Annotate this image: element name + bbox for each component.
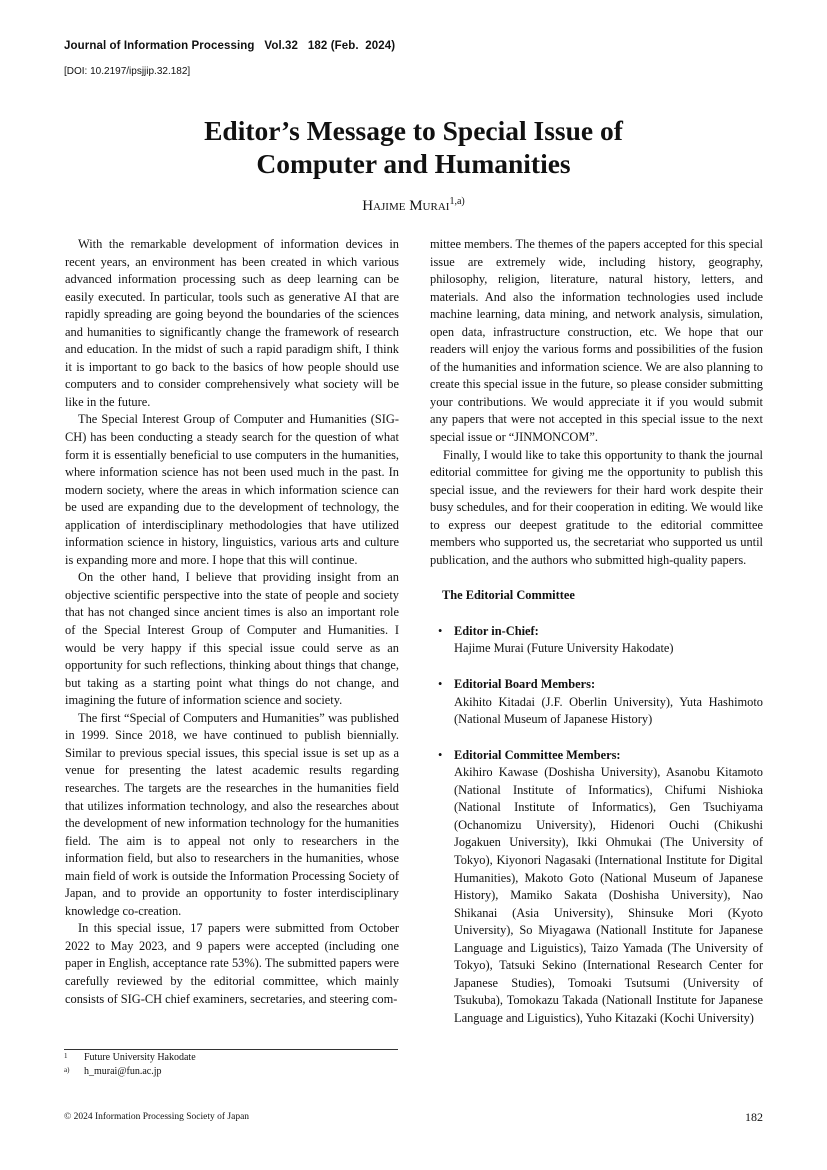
footnote-mark: 1: [64, 1052, 68, 1060]
left-column: [65, 236, 399, 1008]
editorial-committee-heading: The Editorial Committee: [442, 588, 575, 603]
committee-names: Hajime Murai (Future University Hakodate): [454, 641, 674, 656]
paragraph: The first “Special of Computers and Humanities” was published in 1999. Since 2018, we have continued to publish biennially. Similar to previous special issues, this special issue is set up as a venue for presenting the latest academic results regarding researches. The targets are the researches in the humanities field that utilizes information technology, and also the researches about the development of new information technology for the humanities field. The aim is to appeal not only to researchers in the information field, but also to researchers in the humanities, whose main field of work is outside the Information Processing Society of Japan, and to provide an opportunity to foster interdisciplinary knowledge co-creation.: [65, 710, 399, 918]
paper-title-line-1: Editor’s Message to Special Issue of: [204, 115, 623, 146]
paragraph: Finally, I would like to take this opportunity to thank the journal editorial committee for giving me the opportunity to publish this special issue, and the reviewers for their hard work despite their busy schedules, and for their cooperation in editing. We would like to express our deepest gratitude to the editorial committee members who supported us, the secretariat who supported us until publication, and the authors who submitted high-quality papers.: [430, 447, 763, 567]
paragraph: The Special Interest Group of Computer and Humanities (SIG-CH) has been conducting a steady search for the question of what form it is essentially beneficial to use computers in the humanities, where information science has not been used much in the past. In modern society, where the areas in which information science can be used are expanding due to the development of technology, the application of interdisciplinary methodologies that have utilized information science in history, linguistics, various arts and culture is expanding more and more. I hope that this will continue.: [65, 412, 399, 567]
doi-line: [DOI: 10.2197/ipsjjip.32.182]: [64, 66, 191, 77]
paragraph-continuation: mittee members. The themes of the papers accepted for this special issue are extremely wide, including history, geography, philosophy, religion, literature, natural history, letters, and materials. And also the information technologies used include machine learning, data mining, and network analysis, simulation, open data, infrastructure construction, etc. We hope that our readers will enjoy the various forms and possibilities of the fusion of the humanities and information science. We are also planning to create this special issue in the future, so please consider submitting your contributions. We would appreciate it if you would submit any papers that were not accepted in this special issue to the next special issue or “JINMONCOM”.: [430, 237, 763, 445]
committee-role: • Editor in-Chief:: [454, 623, 539, 638]
committee-names: Akihito Kitadai (J.F. Oberlin University), Yuta Hashimoto (National Museum of Japanese History): [454, 694, 763, 727]
footnote-mark: a): [64, 1066, 70, 1074]
committee-names: Akihiro Kawase (Doshisha University), Asanobu Kitamoto (National Institute of Informatics), Chifumi Nishioka (National Institute of Informatics), Gen Tsuchiyama (Ochanomizu University), Hidenori Ouchi (Chikushi Jogakuen University), Ikki Ohmukai (The University of Tokyo), Kiyonori Nagasaki (International Institute for Digital Humanities), Makoto Goto (National Museum of Japanese History), Mamiko Sakata (Doshisha University), Nao Shikanai (Asia University), Shinsuke Mori (Kyoto University), So Miyagawa (Nationall Institute for Japanese Language and Liguistics), Taizo Yamada (The University of Tokyo), Tatsuki Sekino (International Research Center for Japanese Studies), Tomoaki Tsutsumi (University of Tsukuba), Tomokazu Takada (Nationall Institute for Japanese Language and Liguistics), Yuho Kitazaki (Kochi University): [454, 765, 763, 1025]
copyright-notice: © 2024 Information Processing Society of Japan: [64, 1112, 250, 1122]
footnote-text: Future University Hakodate: [84, 1052, 196, 1063]
right-column: [430, 236, 763, 1045]
footnote-divider: [64, 1049, 398, 1050]
footnote-a: [64, 1066, 162, 1077]
committee-role: • Editorial Committee Members:: [454, 747, 621, 762]
paper-title: [0, 114, 827, 180]
committee-role: • Editorial Board Members:: [454, 677, 596, 692]
paper-title-line-2: Computer and Humanities: [256, 148, 571, 179]
committee-entry-board-members: [430, 676, 763, 729]
journal-header: Journal of Information Processing Vol.32 182 (Feb. 2024): [64, 40, 396, 52]
footnote-email: h_murai@fun.ac.jp: [84, 1066, 162, 1077]
committee-entry-editor-in-chief: [430, 623, 763, 658]
author-affiliation-mark: 1,a): [449, 196, 465, 207]
editorial-committee-list: [430, 623, 763, 1027]
paragraph: In this special issue, 17 papers were submitted from October 2022 to May 2023, and 9 papers were accepted (including one paper in English, acceptance rate 53%). The submitted papers were carefully reviewed by the editorial committee, which mainly consists of SIG-CH chief examiners, secretaries, and steering com-: [65, 921, 399, 1006]
author-name: Hajime Murai: [362, 198, 450, 214]
paragraph: With the remarkable development of information devices in recent years, an environment has been created in which various advanced information processing such as deep learning can be easily executed. In particular, tools such as generative AI that are rapidly spreading are going beyond the boundaries of the sciences and humanities to significantly change the framework of research and education. In the midst of such a rapid paradigm shift, I think it is important to go back to the basics of how people should use computers and to consider comprehensively what society will be like in the future.: [65, 237, 399, 409]
page-number: 182: [745, 1110, 763, 1124]
committee-entry-committee-members: [430, 747, 763, 1028]
paragraph: On the other hand, I believe that providing insight from an objective scientific perspective into the state of people and society that has not changed since ancient times is also an important role of the Special Interest Group of Computer and Humanities. I would be very happy if this special issue could serve as an opportunity for such reflections, thinking about things that change, but taking as a starting point what things do not change, and imagining the future of information science and society.: [65, 570, 399, 708]
footnote-1: [64, 1052, 196, 1063]
author-line: [0, 196, 827, 215]
